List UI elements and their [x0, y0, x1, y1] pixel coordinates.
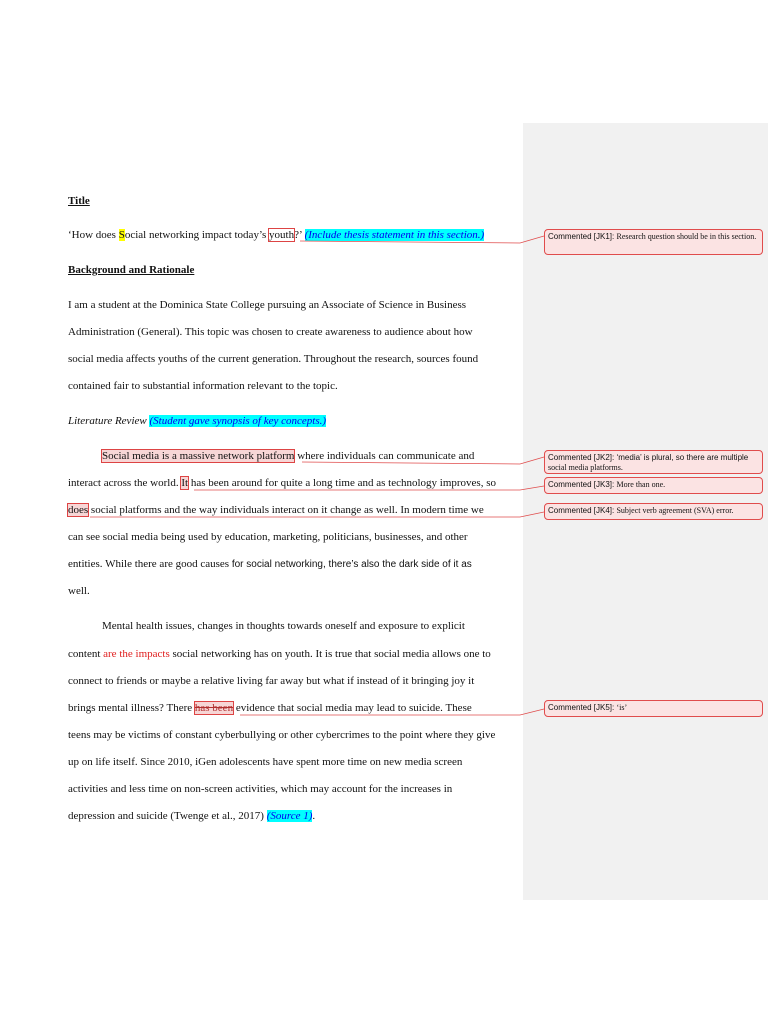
para1-line-5: entities. While there are good causes for social networking, there’s also the dark side of it as: [68, 558, 472, 570]
research-question-line: ‘How does Social networking impact today’s youth?’ (Include thesis statement in this section.): [68, 229, 485, 241]
para2-line-1: Mental health issues, changes in thoughts towards oneself and exposure to explicit: [102, 620, 465, 632]
background-line-2: Administration (General). This topic was chosen to create awareness to audience about how: [68, 326, 473, 338]
para1-line-2: interact across the world. It has been around for quite a long time and as technology improves, so: [68, 477, 496, 489]
highlighted-s: S: [118, 229, 125, 241]
para2-line-6: up on life itself. Since 2010, iGen adolescents have spent more time on new media screen: [68, 756, 463, 768]
thesis-note: (Include thesis statement in this section.): [304, 229, 485, 241]
para1-line-3: does social platforms and the way individuals interact on it change as well. In modern time we: [68, 504, 484, 516]
youth-word[interactable]: youth: [269, 229, 295, 241]
inserted-text: are the impacts: [103, 648, 170, 660]
doc-title: Title: [68, 195, 90, 207]
deleted-text[interactable]: has been: [194, 702, 234, 714]
literature-review-heading: Literature Review (Student gave synopsis of key concepts.): [68, 415, 327, 427]
source-note: (Source 1): [266, 810, 313, 822]
comment-jk4[interactable]: Commented [JK4]: Subject verb agreement (SVA) error.: [544, 503, 763, 520]
comment-jk3[interactable]: Commented [JK3]: More than one.: [544, 477, 763, 494]
does-word[interactable]: does: [68, 504, 89, 516]
background-line-4: contained fair to substantial information relevant to the topic.: [68, 380, 338, 392]
para1-line-1: Social media is a massive network platform where individuals can communicate and: [102, 450, 475, 462]
para2-line-5: teens may be victims of constant cyberbullying or other cybercrimes to the point where they give: [68, 729, 496, 741]
para2-line-8: depression and suicide (Twenge et al., 2017) (Source 1).: [68, 810, 316, 822]
comment-jk5[interactable]: Commented [JK5]: ‘is’: [544, 700, 763, 717]
comment-jk2[interactable]: Commented [JK2]: ‘media’ is plural, so there are multiple social media platforms.: [544, 450, 763, 474]
para1-line-4: can see social media being used by education, marketing, politicians, businesses, and other: [68, 531, 468, 543]
para2-line-3: connect to friends or maybe a relative living far away but what if instead of it bringing joy it: [68, 675, 475, 687]
background-line-1: I am a student at the Dominica State College pursuing an Associate of Science in Business: [68, 299, 467, 311]
lit-review-note: (Student gave synopsis of key concepts.): [149, 415, 327, 427]
social-media-phrase[interactable]: Social media is a massive network platform: [102, 450, 295, 462]
para1-line-6: well.: [68, 585, 90, 597]
background-heading: Background and Rationale: [68, 264, 195, 276]
para2-line-2: content are the impacts social networking has on youth. It is true that social media allows one to: [68, 648, 491, 660]
comment-jk1[interactable]: Commented [JK1]: Research question should be in this section.: [544, 229, 763, 255]
background-line-3: social media affects youths of the current generation. Throughout the research, sources found: [68, 353, 479, 365]
para2-line-4: brings mental illness? There has been evidence that social media may lead to suicide. These: [68, 702, 472, 714]
para2-line-7: activities and less time on non-screen activities, which may account for the increases in: [68, 783, 453, 795]
it-word[interactable]: It: [181, 477, 189, 489]
